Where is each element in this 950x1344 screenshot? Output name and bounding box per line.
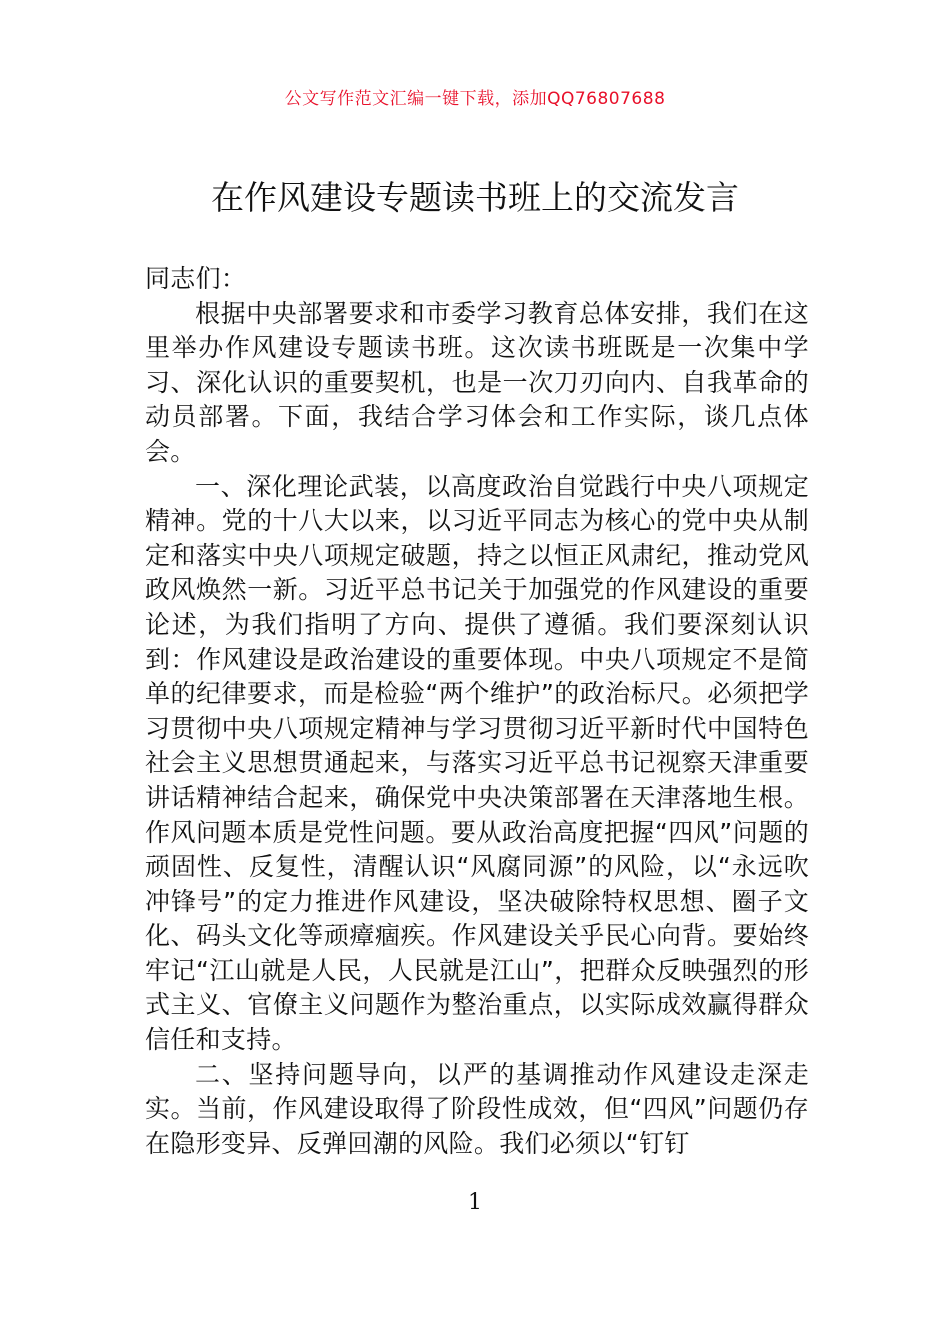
- document-body: [145, 262, 809, 1161]
- salutation: 同志们：: [145, 264, 247, 293]
- page-number: 1: [468, 1190, 482, 1215]
- paragraph-section-two: 二、坚持问题导向，以严的基调推动作风建设走深走实。当前，作风建设取得了阶段性成效，但“四风”问题仍存在隐形变异、反弹回潮的风险。我们必须以“钉钉: [145, 1059, 809, 1158]
- paragraph-intro: 根据中央部署要求和市委学习教育总体安排，我们在这里举办作风建设专题读书班。这次读书班既是一次集中学习、深化认识的重要契机，也是一次刀刃向内、自我革命的动员部署。下面，我结合学习体会和工作实际，谈几点体会。: [145, 298, 809, 466]
- download-notice: 公文写作范文汇编一键下载，添加QQ76807688: [284, 89, 666, 109]
- document-title: 在作风建设专题读书班上的交流发言: [211, 178, 739, 217]
- paragraph-section-one: 一、深化理论武装，以高度政治自觉践行中央八项规定精神。党的十八大以来，以习近平同志为核心的党中央从制定和落实中央八项规定破题，持之以恒正风肃纪，推动党风政风焕然一新。习近平总书记关于加强党的作风建设的重要论述，为我们指明了方向、提供了遵循。我们要深刻认识到：作风建设是政治建设的重要体现。中央八项规定不是简单的纪律要求，而是检验“两个维护”的政治标尺。必须把学习贯彻中央八项规定精神与学习贯彻习近平新时代中国特色社会主义思想贯通起来，与落实习近平总书记视察天津重要讲话精神结合起来，确保党中央决策部署在天津落地生根。作风问题本质是党性问题。要从政治高度把握“四风”问题的顽固性、反复性，清醒认识“风腐同源”的风险，以“永远吹冲锋号”的定力推进作风建设，坚决破除特权思想、圈子文化、码头文化等顽瘴痼疾。作风建设关乎民心向背。要始终牢记“江山就是人民，人民就是江山”，把群众反映强烈的形式主义、官僚主义问题作为整治重点，以实际成效赢得群众信任和支持。: [145, 471, 809, 1055]
